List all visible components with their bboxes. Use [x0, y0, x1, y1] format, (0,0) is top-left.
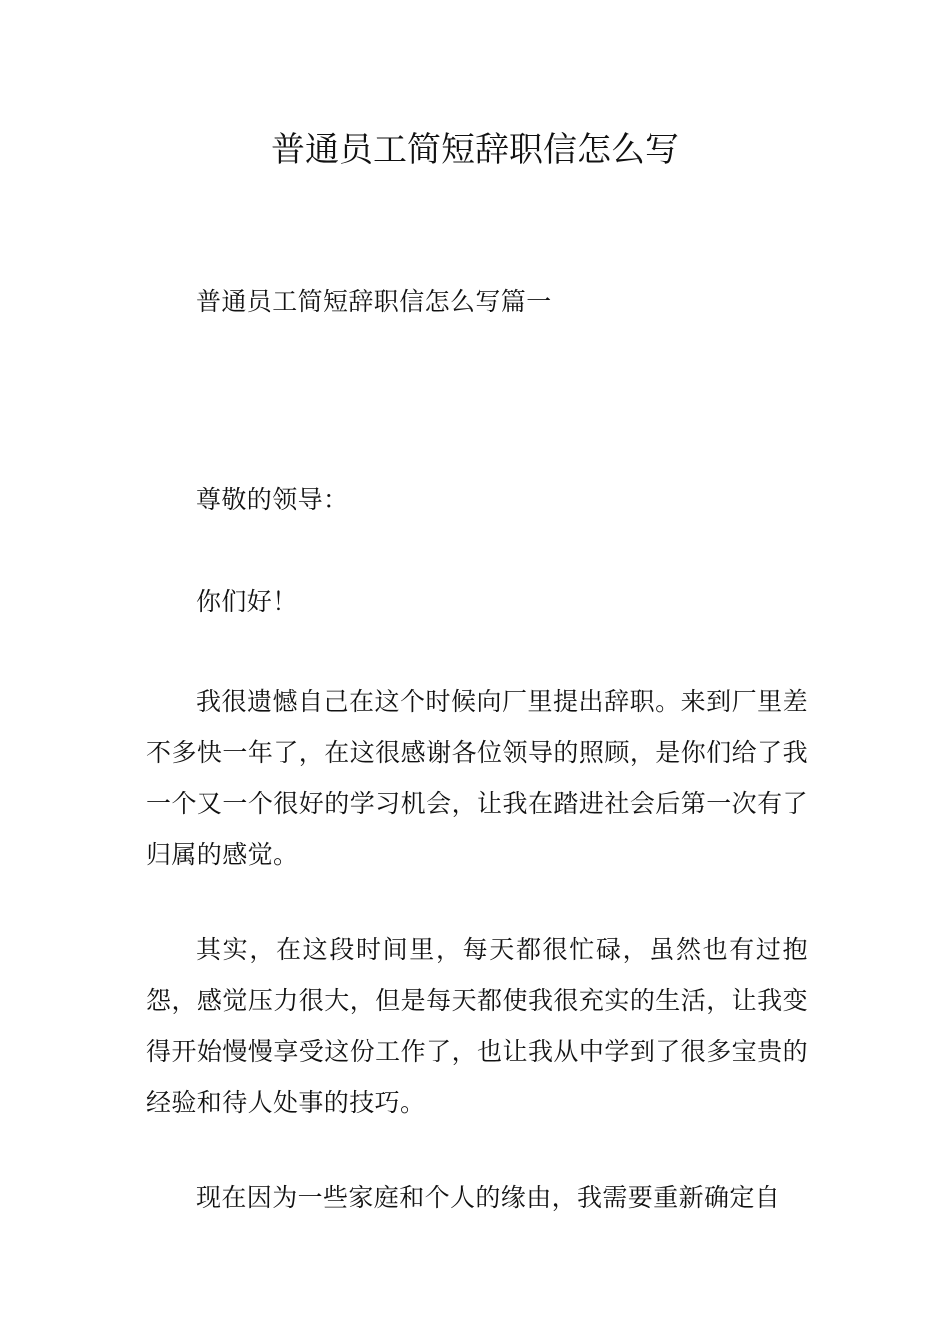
body-paragraph-3: 现在因为一些家庭和个人的缘由，我需要重新确定自	[196, 1183, 781, 1212]
letter-greeting: 你们好！	[196, 587, 298, 616]
letter-salutation: 尊敬的领导：	[196, 485, 349, 514]
section-heading: 普通员工简短辞职信怎么写篇一	[196, 287, 552, 316]
body-paragraph-2: 其实，在这段时间里，每天都很忙碌，虽然也有过抱怨，感觉压力很大，但是每天都使我很充实的生活，让我变得开始慢慢享受这份工作了，也让我从中学到了很多宝贵的经验和待人处事的技巧。	[146, 935, 808, 1117]
body-paragraph-1: 我很遗憾自己在这个时候向厂里提出辞职。来到厂里差不多快一年了，在这很感谢各位领导的照顾，是你们给了我一个又一个很好的学习机会，让我在踏进社会后第一次有了归属的感觉。	[146, 687, 808, 869]
document-title: 普通员工简短辞职信怎么写	[271, 130, 679, 170]
